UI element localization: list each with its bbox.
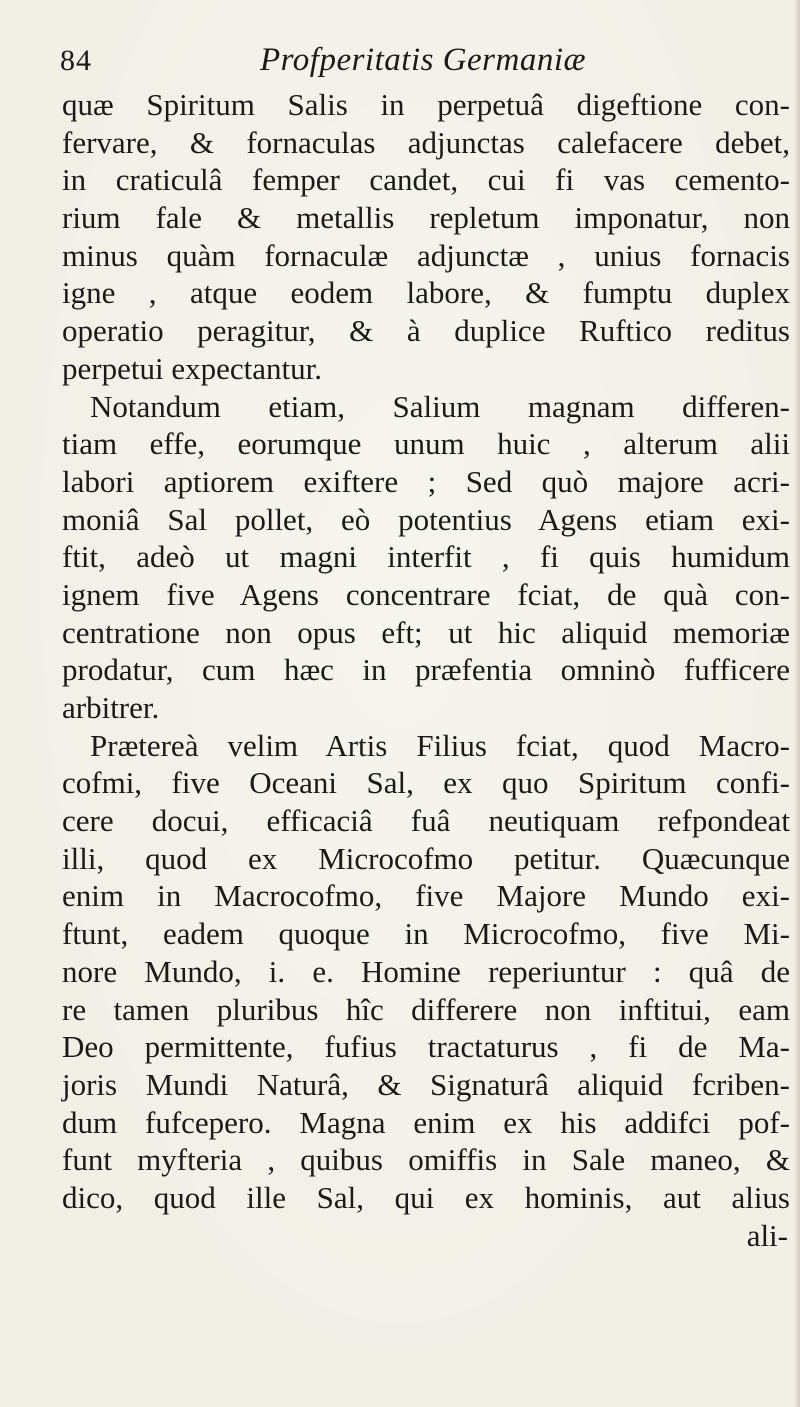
text-line: tiam effe, eorumque unum huic , alterum alii	[62, 426, 790, 462]
running-title: Profperitatis Germaniæ	[260, 42, 587, 78]
text-line: fervare, & fornaculas adjunctas calefacere debet,	[62, 124, 790, 160]
text-line: operatio peragitur, & à duplice Ruftico reditus	[62, 313, 790, 349]
text-line: cere docui, efficaciâ fuâ neutiquam refpondeat	[62, 803, 790, 839]
text-line: funt myfteria , quibus omiffis in Sale maneo, &	[62, 1142, 790, 1178]
text-line: re tamen pluribus hîc differere non inftitui, eam	[62, 991, 790, 1027]
text-line: rium fale & metallis repletum imponatur, non	[62, 200, 790, 236]
text-line: cofmi, five Oceani Sal, ex quo Spiritum confi-	[62, 765, 790, 801]
text-line: minus quàm fornaculæ adjunctæ , unius fornacis	[62, 237, 790, 273]
text-line: Deo permittente, fufius tractaturus , fi de Ma-	[62, 1029, 790, 1065]
text-line: igne , atque eodem labore, & fumptu duplex	[62, 275, 790, 311]
text-line: Prætereà velim Artis Filius fciat, quod Macro-	[90, 727, 790, 763]
text-line: illi, quod ex Microcofmo petitur. Quæcunque	[62, 840, 790, 876]
text-line: moniâ Sal pollet, eò potentius Agens etiam exi-	[62, 501, 790, 537]
text-line: dico, quod ille Sal, qui ex hominis, aut alius	[62, 1179, 790, 1215]
text-line: perpetui expectantur.	[62, 350, 322, 386]
text-line: centratione non opus eft; ut hic aliquid memoriæ	[62, 614, 790, 650]
text-line: joris Mundi Naturâ, & Signaturâ aliquid fcriben-	[62, 1066, 790, 1102]
text-line: arbitrer.	[62, 690, 160, 725]
text-line: in craticulâ femper candet, cui fi vas cemento-	[62, 162, 790, 198]
text-line: ignem five Agens concentrare fciat, de quà con-	[62, 576, 790, 612]
text-line: ftunt, eadem quoque in Microcofmo, five Mi-	[62, 916, 790, 952]
running-head	[60, 40, 780, 86]
text-line: enim in Macrocofmo, five Majore Mundo exi-	[62, 878, 790, 914]
text-line: quæ Spiritum Salis in perpetuâ digeftione con-	[62, 87, 790, 122]
text-line: prodatur, cum hæc in præfentia omninò fufficere	[62, 652, 790, 688]
catchword: ali-	[746, 1217, 788, 1253]
text-line: ftit, adeò ut magni interfit , fi quis humidum	[62, 539, 790, 575]
text-line: dum fufcepero. Magna enim ex his addifci pof-	[62, 1104, 790, 1140]
text-line: labori aptiorem exiftere ; Sed quò majore acri-	[62, 463, 790, 499]
text-line: Notandum etiam, Salium magnam differen-	[90, 388, 790, 424]
page-number: 84	[60, 44, 92, 77]
page-edge-shadow	[794, 0, 800, 1407]
text-line: nore Mundo, i. e. Homine reperiuntur : quâ de	[62, 953, 790, 989]
body-text	[62, 86, 790, 1254]
